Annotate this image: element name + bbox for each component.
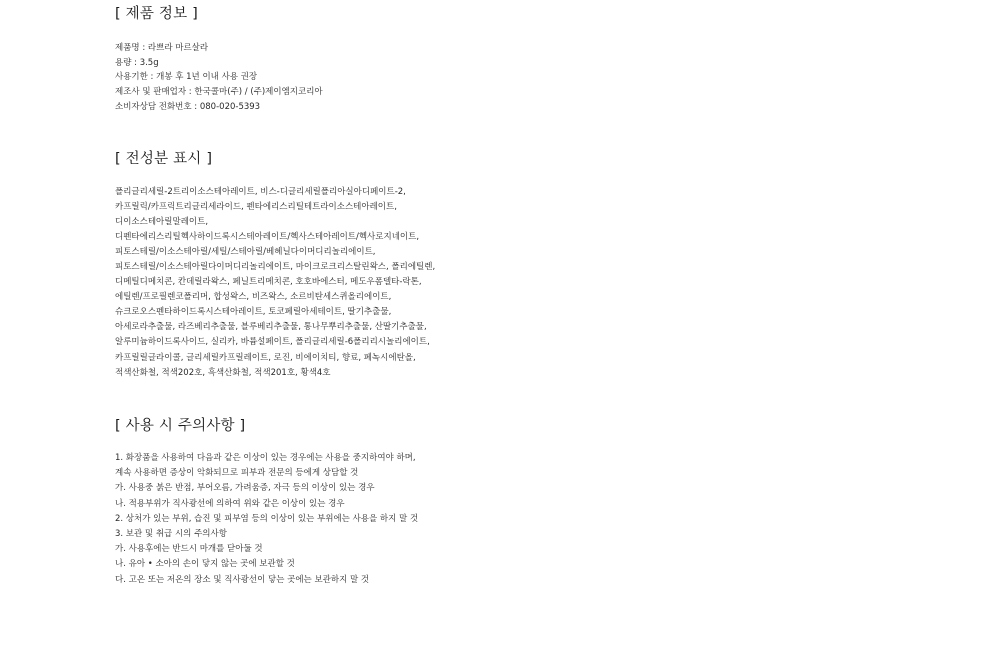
ingredients-line: 알루미늄하이드록사이드, 실리카, 바륨설페이트, 폴리글리세릴-6폴리리시놀리에이트, (115, 337, 430, 348)
product-info-body (115, 41, 635, 115)
cautions-heading: [ 사용 시 주의사항 ] (115, 418, 246, 434)
product-info-heading: [ 제품 정보 ] (115, 6, 198, 22)
product-name-line: 제품명 : 라쁘라 마르살라 (115, 43, 209, 53)
ingredients-line: 폴리글리세릴-2트리이소스테아레이트, 비스-디글리세릴폴리아실아디페이트-2, (115, 187, 406, 197)
caution-line: 1. 화장품을 사용하여 다음과 같은 이상이 있는 경우에는 사용을 중지하여야 하며, (115, 453, 416, 463)
capacity-line: 용량 : 3.5g (115, 57, 159, 68)
cautions-body (115, 451, 635, 588)
caution-line: 3. 보관 및 취급 시의 주의사항 (115, 529, 227, 540)
ingredients-line: 슈크로오스펜타하이드록시스테아레이트, 토코페릴아세테이트, 딸기추출물, (115, 307, 392, 318)
caution-line: 나. 적용부위가 직사광선에 의하여 위와 같은 이상이 있는 경우 (115, 498, 345, 509)
product-info-section (115, 4, 635, 115)
ingredients-line: 피토스테릴/이소스테아릴다이머디리놀리에이트, 마이크로크리스탈린왁스, 폴리에틸렌, (115, 262, 436, 273)
ingredients-section (115, 149, 635, 381)
ingredients-line: 카프릴릴글라이콜, 글리세릴카프릴레이트, 로진, 비에이치티, 향료, 페녹시에탄올, (115, 352, 416, 363)
ingredients-line: 디메틸디메치콘, 칸데릴라왁스, 페닐트리메치콘, 호호바에스터, 메도우폼델타-락톤, (115, 277, 422, 288)
manufacturer-line: 제조사 및 판매업자 : 한국콜마(주) / (주)제이엠지코리아 (115, 87, 323, 98)
ingredients-line: 디펜타에리스리틸헥사하이드록시스테아레이트/헥사스테아레이트/헥사로지네이트, (115, 232, 420, 243)
caution-line: 계속 사용하면 증상이 악화되므로 피부과 전문의 등에게 상담할 것 (115, 468, 359, 479)
caution-line: 나. 유아 • 소아의 손이 닿지 않는 곳에 보관할 것 (115, 559, 295, 570)
ingredients-line: 디이소스테아릴말레이트, (115, 217, 209, 228)
ingredients-line: 에틸렌/프로필렌코폴리머, 합성왁스, 비즈왁스, 소르비탄세스퀴올리에이트, (115, 292, 392, 303)
ingredients-heading: [ 전성분 표시 ] (115, 151, 213, 167)
expiry-line: 사용기한 : 개봉 후 1년 이내 사용 권장 (115, 72, 258, 83)
cautions-section (115, 416, 635, 588)
caution-line: 다. 고온 또는 저온의 장소 및 직사광선이 닿는 곳에는 보관하지 말 것 (115, 574, 370, 585)
ingredients-line: 피토스테릴/이소스테아릴/세틸/스테아릴/베헤닐다이머디리놀리에이트, (115, 247, 376, 258)
caution-line: 가. 사용후에는 반드시 마개를 닫아둘 것 (115, 544, 263, 555)
ingredients-line: 카프릴릭/카프릭트리글리세라이드, 펜타에리스리틸테트라이소스테아레이트, (115, 202, 397, 213)
ingredients-line: 적색산화철, 적색202호, 흑색산화철, 적색201호, 황색4호 (115, 367, 331, 378)
caution-line: 가. 사용중 붉은 반점, 부어오름, 가려움증, 자극 등의 이상이 있는 경우 (115, 483, 375, 494)
ingredients-body (115, 185, 635, 381)
consumer-phone-line: 소비자상담 전화번호 : 080-020-5393 (115, 101, 261, 112)
ingredients-line: 아세로라추출물, 라즈베리추출물, 블루베리추출물, 통나무뿌리추출물, 산딸기추출물, (115, 322, 427, 333)
caution-line: 2. 상처가 있는 부위, 습진 및 피부염 등의 이상이 있는 부위에는 사용을 하지 말 것 (115, 513, 419, 524)
